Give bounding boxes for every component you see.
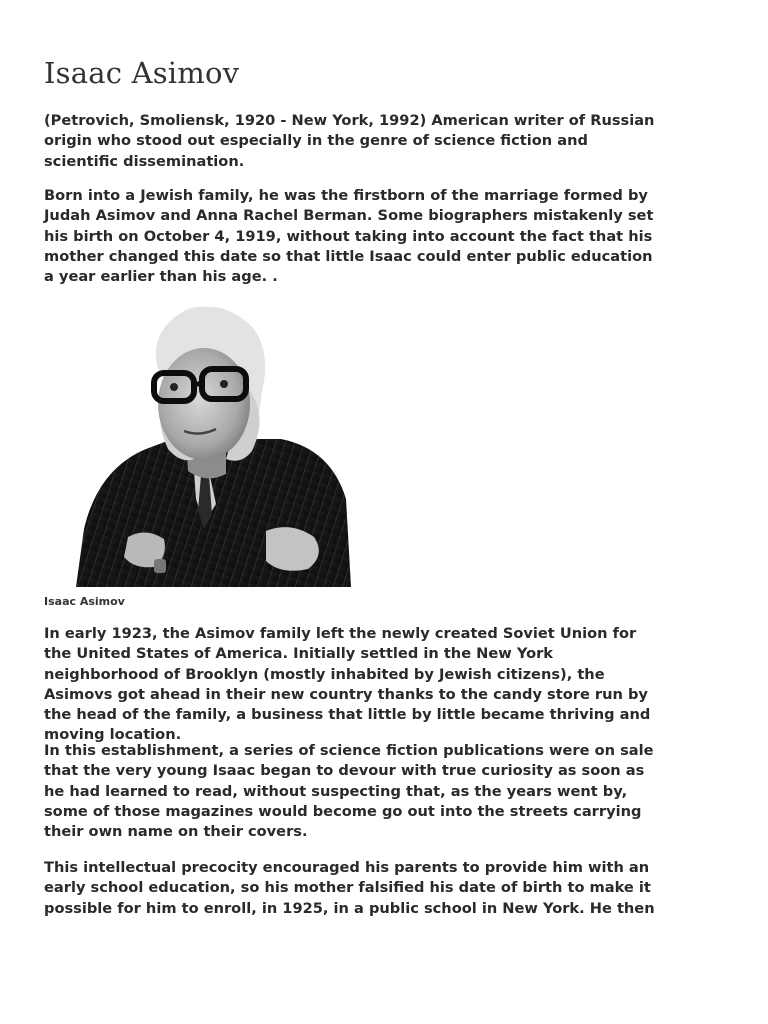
paragraph-publications: In this establishment, a series of science fiction publications were on sale that the very young Isaac began to devour with true curiosity as soon as he had learned to read, without suspecting that, as the years went by, some of those magazines would become go out into the streets carrying their own name on their covers.	[44, 742, 654, 841]
article-title: Isaac Asimov	[44, 56, 240, 90]
paragraph-education: This intellectual precocity encouraged his parents to provide him with an early school education, so his mother falsified his date of birth to make it possible for him to enroll, in 1925, in a public school in New York. He then	[44, 859, 655, 917]
image-caption: Isaac Asimov	[44, 595, 125, 608]
paragraph-intro: (Petrovich, Smoliensk, 1920 - New York, 1992) American writer of Russian origin who stood out especially in the genre of science fiction and scientific dissemination.	[44, 112, 655, 170]
paragraph-emigration: In early 1923, the Asimov family left the newly created Soviet Union for the United States of America. Initially settled in the New York neighborhood of Brooklyn (mostly inhabited by Jewish citizens), the Asimovs got ahead in their new country thanks to the candy store run by the head of the family, a business that little by little became thriving and moving location.	[44, 625, 651, 744]
portrait-photo	[76, 299, 351, 587]
paragraph-birth: Born into a Jewish family, he was the firstborn of the marriage formed by Judah Asimov and Anna Rachel Berman. Some biographers mistakenly set his birth on October 4, 1919, without taking into account the fact that his mother changed this date so that little Isaac could enter public education a year earlier than his age. .	[44, 187, 654, 286]
portrait-image	[76, 299, 351, 587]
